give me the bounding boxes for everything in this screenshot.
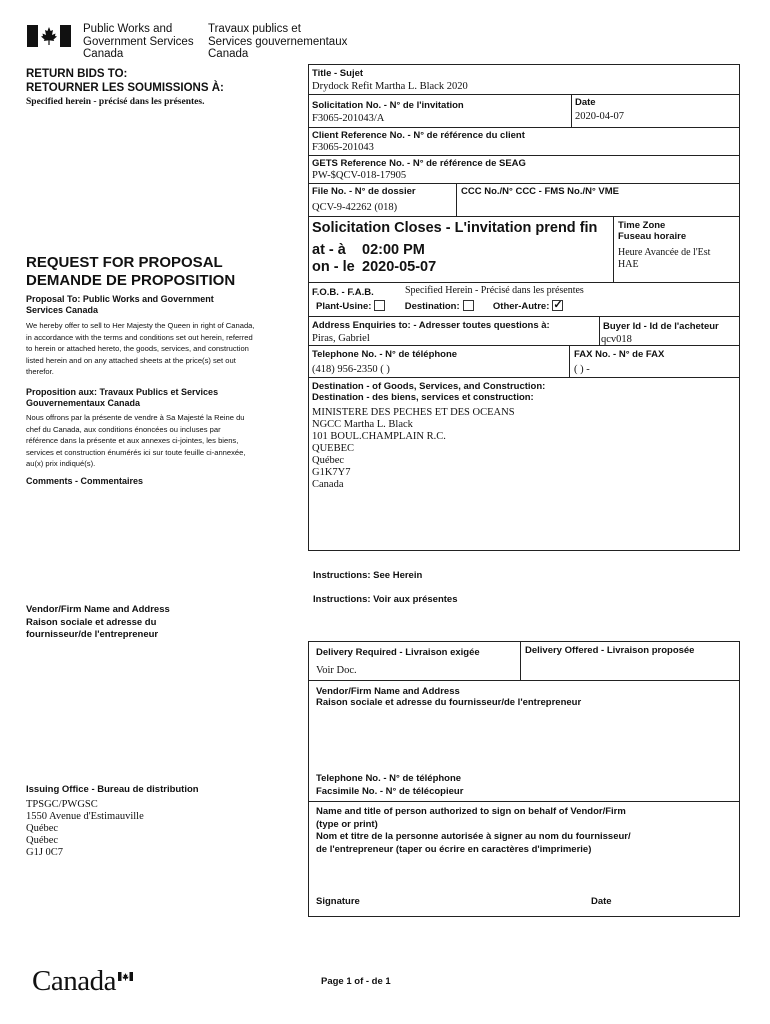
closing-on-label: on - le [312, 259, 355, 275]
proposition-aux-label: Proposition aux: Travaux Publics et Services Gouvernementaux Canada [26, 387, 219, 408]
plant-usine-checkbox[interactable] [374, 300, 385, 311]
signature-date-label: Date [591, 896, 612, 907]
destination-label: Destination: [404, 301, 460, 313]
vendor-firm-label: Vendor/Firm Name and Address Raison sociale et adresse du fournisseur/de l'entrepreneur [316, 686, 582, 708]
address-enquiries-label: Address Enquiries to: - Adresser toutes questions à: [312, 320, 550, 331]
other-autre-label: Other-Autre: [492, 301, 550, 313]
solicitation-no-label: Solicitation No. - N° de l'invitation [312, 100, 464, 111]
delivery-required-value: Voir Doc. [316, 665, 357, 676]
proposal-to-text: We hereby offer to sell to Her Majesty the Queen in right of Canada, in accordance with the terms and conditions set out herein, referred to herein or attached hereto, the goods, services, and construction listed herein and on any attached sheets at the price(s) set out therefor. [26, 321, 255, 376]
fob-label: F.O.B. - F.A.B. [312, 287, 374, 298]
other-autre-checkbox[interactable]: ✓ [553, 299, 563, 311]
comments-label: Comments - Commentaires [26, 476, 144, 486]
file-no-label: File No. - N° de dossier [312, 186, 416, 197]
buyer-id-label: Buyer Id - Id de l'acheteur [603, 321, 719, 332]
buyer-id-value: qcv018 [601, 334, 632, 345]
rfp-heading: REQUEST FOR PROPOSAL DEMANDE DE PROPOSITION [26, 254, 236, 289]
fax-label: FAX No. - N° de FAX [574, 349, 665, 360]
proposal-to-label: Proposal To: Public Works and Government Services Canada [26, 294, 214, 315]
fax-value: ( ) - [574, 364, 590, 375]
vendor-firm-label-left: Vendor/Firm Name and Address Raison sociale et adresse du fournisseur/de l'entrepreneur [26, 604, 170, 640]
closing-at-label: at - à [312, 242, 346, 258]
client-ref-value: F3065-201043 [312, 142, 374, 153]
telephone-label: Telephone No. - N° de téléphone [312, 349, 458, 360]
fob-value: Specified Herein - Précisé dans les présentes [405, 285, 584, 296]
issuing-office-address: TPSGC/PWGSC 1550 Avenue d'Estimauville Québec Québec G1J 0C7 [26, 799, 144, 858]
page-number: Page 1 of - de 1 [321, 976, 391, 987]
delivery-required-label: Delivery Required - Livraison exigée [316, 647, 480, 658]
canada-wordmark-flag [118, 968, 133, 977]
time-zone-label: Time Zone Fuseau horaire [618, 220, 687, 242]
gets-ref-label: GETS Reference No. - N° de référence de SEAG [312, 158, 526, 169]
proposition-aux-text: Nous offrons par la présente de vendre à Sa Majesté la Reine du chef du Canada, aux conditions énoncées ou incluses par référence dans la présente et aux annexes ci-jointes, les biens, services et construction énumérés ici sur toute feuille ci-annexée, au(x) prix indiqué(s). [26, 413, 246, 468]
delivery-offered-label: Delivery Offered - Livraison proposée [525, 645, 695, 656]
address-enquiries-value: Piras, Gabriel [312, 333, 370, 344]
time-zone-value: Heure Avancée de l'Est HAE [618, 247, 711, 270]
fob-options-row [316, 301, 563, 312]
destination-goods-label: Destination - of Goods, Services, and Construction: Destination - des biens, services et construction: [312, 381, 546, 403]
gets-ref-value: PW-$QCV-018-17905 [312, 170, 407, 181]
date-label: Date [575, 97, 596, 108]
ccc-no-label: CCC No./N° CCC - FMS No./N° VME [461, 186, 620, 197]
closing-time-value: 02:00 PM [362, 242, 425, 258]
instructions-en: Instructions: See Herein [313, 570, 423, 581]
client-ref-label: Client Reference No. - N° de référence du client [312, 130, 525, 141]
signature-label: Signature [316, 896, 360, 907]
authorized-person-label: Name and title of person authorized to sign on behalf of Vendor/Firm (type or print) Nom et titre de la personne autorisée à signer au nom du fournisseur/ de l'entrepreneur (taper ou écrire en caractères d'imprimerie) [316, 806, 631, 855]
solicitation-no-value: F3065-201043/A [312, 113, 385, 124]
department-name-fr: Travaux publics et Services gouvernementaux Canada [208, 23, 348, 60]
return-bids-heading: RETURN BIDS TO: RETOURNER LES SOUMISSIONS À: [26, 68, 224, 94]
title-value: Drydock Refit Martha L. Black 2020 [312, 81, 468, 92]
return-bids-specified: Specified herein - précisé dans les présentes. [26, 97, 205, 107]
destination-checkbox[interactable] [463, 300, 474, 311]
government-flag-symbol [27, 25, 71, 47]
title-label: Title - Sujet [312, 68, 364, 79]
instructions-fr: Instructions: Voir aux présentes [313, 594, 458, 605]
closing-date-value: 2020-05-07 [362, 259, 437, 275]
date-value: 2020-04-07 [575, 111, 624, 122]
vendor-phone-fax-label: Telephone No. - N° de téléphone Facsimile No. - N° de télécopieur [316, 773, 464, 797]
destination-address: MINISTERE DES PECHES ET DES OCEANS NGCC Martha L. Black 101 BOUL.CHAMPLAIN R.C. QUEBEC Québec G1K7Y7 Canada [312, 407, 515, 490]
file-no-value: QCV-9-42262 (018) [312, 202, 398, 213]
issuing-office-label: Issuing Office - Bureau de distribution [26, 784, 199, 795]
solicitation-closes-title: Solicitation Closes - L'invitation prend fin [312, 220, 598, 236]
department-name-en: Public Works and Government Services Canada [83, 23, 194, 60]
canada-wordmark: Canada [32, 965, 116, 997]
telephone-value: (418) 956-2350 ( ) [312, 364, 390, 375]
plant-usine-label: Plant-Usine: [316, 301, 372, 313]
